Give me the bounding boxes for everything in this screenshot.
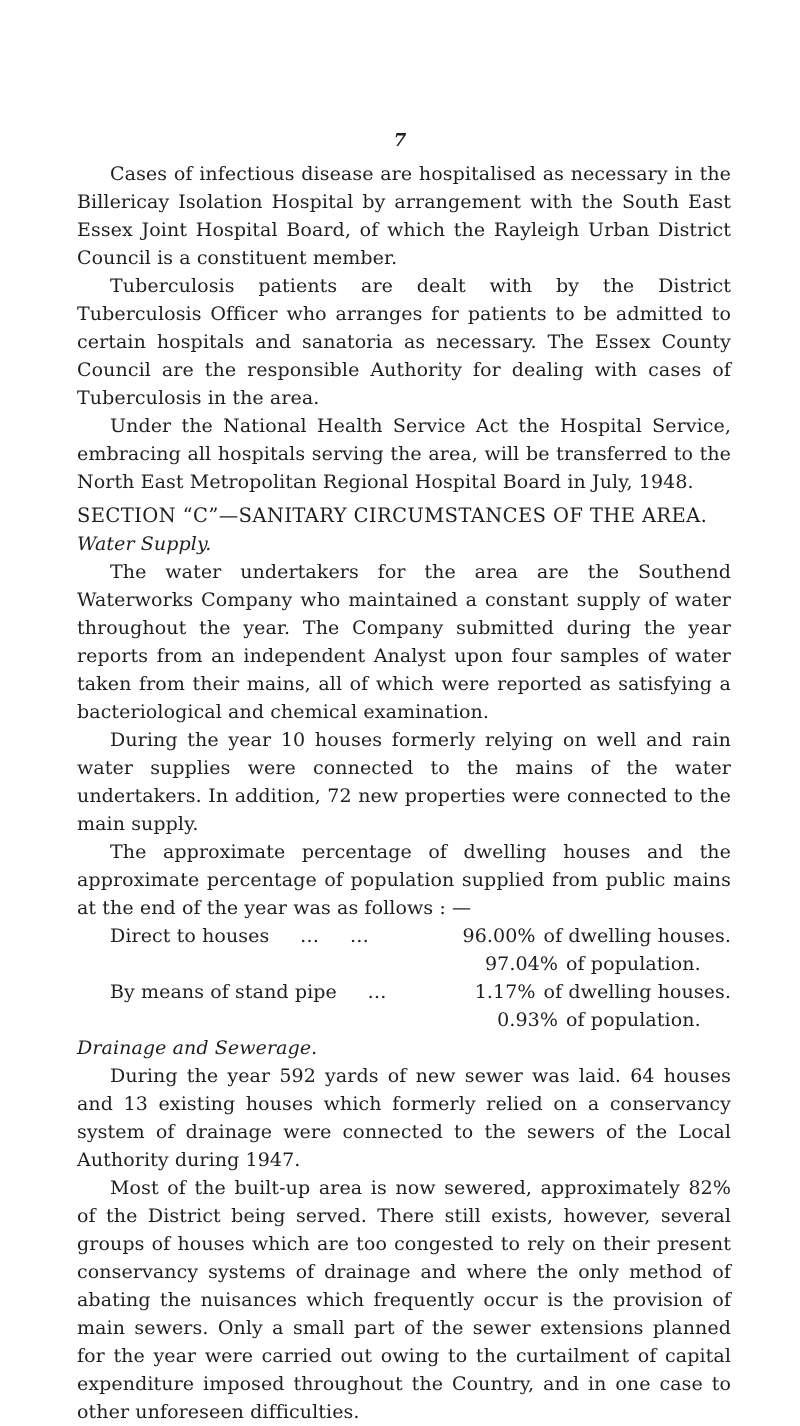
table-row [110,1006,731,1034]
row-value: 96.00% [462,925,536,947]
row-value: 97.04% [484,953,558,975]
drainage-heading: Drainage and Sewerage. [77,1037,318,1059]
paragraph-new-sewer: During the year 592 yards of new sewer was laid. 64 houses and 13 existing houses which formerly relied on a conservancy system of drainage were connected to the sewers of the Local Authority during 1947. [77,1065,731,1171]
water-supply-heading: Water Supply. [77,533,212,555]
table-row [110,978,731,1006]
paragraph-water-undertakers: The water undertakers for the area are the Southend Waterworks Company who maintained a constant supply of water throughout the year. The Company submitted during the year reports from an independent Analyst upon four samples of water taken from their mains, all of which were reported as satisfying a bacteriological and chemical examination. [77,561,731,723]
paragraph-built-up-area: Most of the built-up area is now sewered, approximately 82% of the District being served. There still exists, however, several groups of houses which are too congested to rely on their present conservancy systems of drainage and where the only method of abating the nuisances which frequently occur is the provision of main sewers. Only a small part of the sewer extensions planned for the year were carried out owing to the curtailment of capital expenditure imposed throughout the Country, and in one case to other unforeseen difficulties. [77,1177,731,1423]
document-page [77,160,731,1426]
row-value: 0.93% [497,1009,558,1031]
row-description: of population. [566,1009,701,1031]
row-label [110,950,470,978]
table-row [110,950,731,978]
row-description: of dwelling houses. [543,981,731,1003]
water-supply-table [110,922,731,1034]
row-label: By means of stand pipe … [110,981,387,1003]
row-value: 1.17% [474,981,536,1003]
section-heading: SECTION “C”—SANITARY CIRCUMSTANCES OF THE AREA. [77,504,708,527]
paragraph-percentage-intro: The approximate percentage of dwelling houses and the approximate percentage of population supplied from public mains at the end of the year was as follows : — [77,841,731,919]
paragraph-tuberculosis: Tuberculosis patients are dealt with by the District Tuberculosis Officer who arranges for patients to be admitted to certain hospitals and sanatoria as necessary. The Essex County Council are the responsible Authority for dealing with cases of Tuberculosis in the area. [77,275,731,409]
row-label [110,1006,470,1034]
row-description: of dwelling houses. [543,925,731,947]
row-label: Direct to houses … … [110,925,369,947]
paragraph-isolation-hospital: Cases of infectious disease are hospitalised as necessary in the Billericay Isolation Hospital by arrangement with the South East Essex Joint Hospital Board, of which the Rayleigh Urban District Council is a constituent member. [77,163,731,269]
page-number: 7 [393,130,407,151]
row-description: of population. [566,953,701,975]
paragraph-health-service-act: Under the National Health Service Act the Hospital Service, embracing all hospitals serving the area, will be transferred to the North East Metropolitan Regional Hospital Board in July, 1948. [77,415,731,493]
table-row [110,922,731,950]
paragraph-houses-connected: During the year 10 houses formerly relying on well and rain water supplies were connected to the mains of the water undertakers. In addition, 72 new properties were connected to the main supply. [77,729,731,835]
